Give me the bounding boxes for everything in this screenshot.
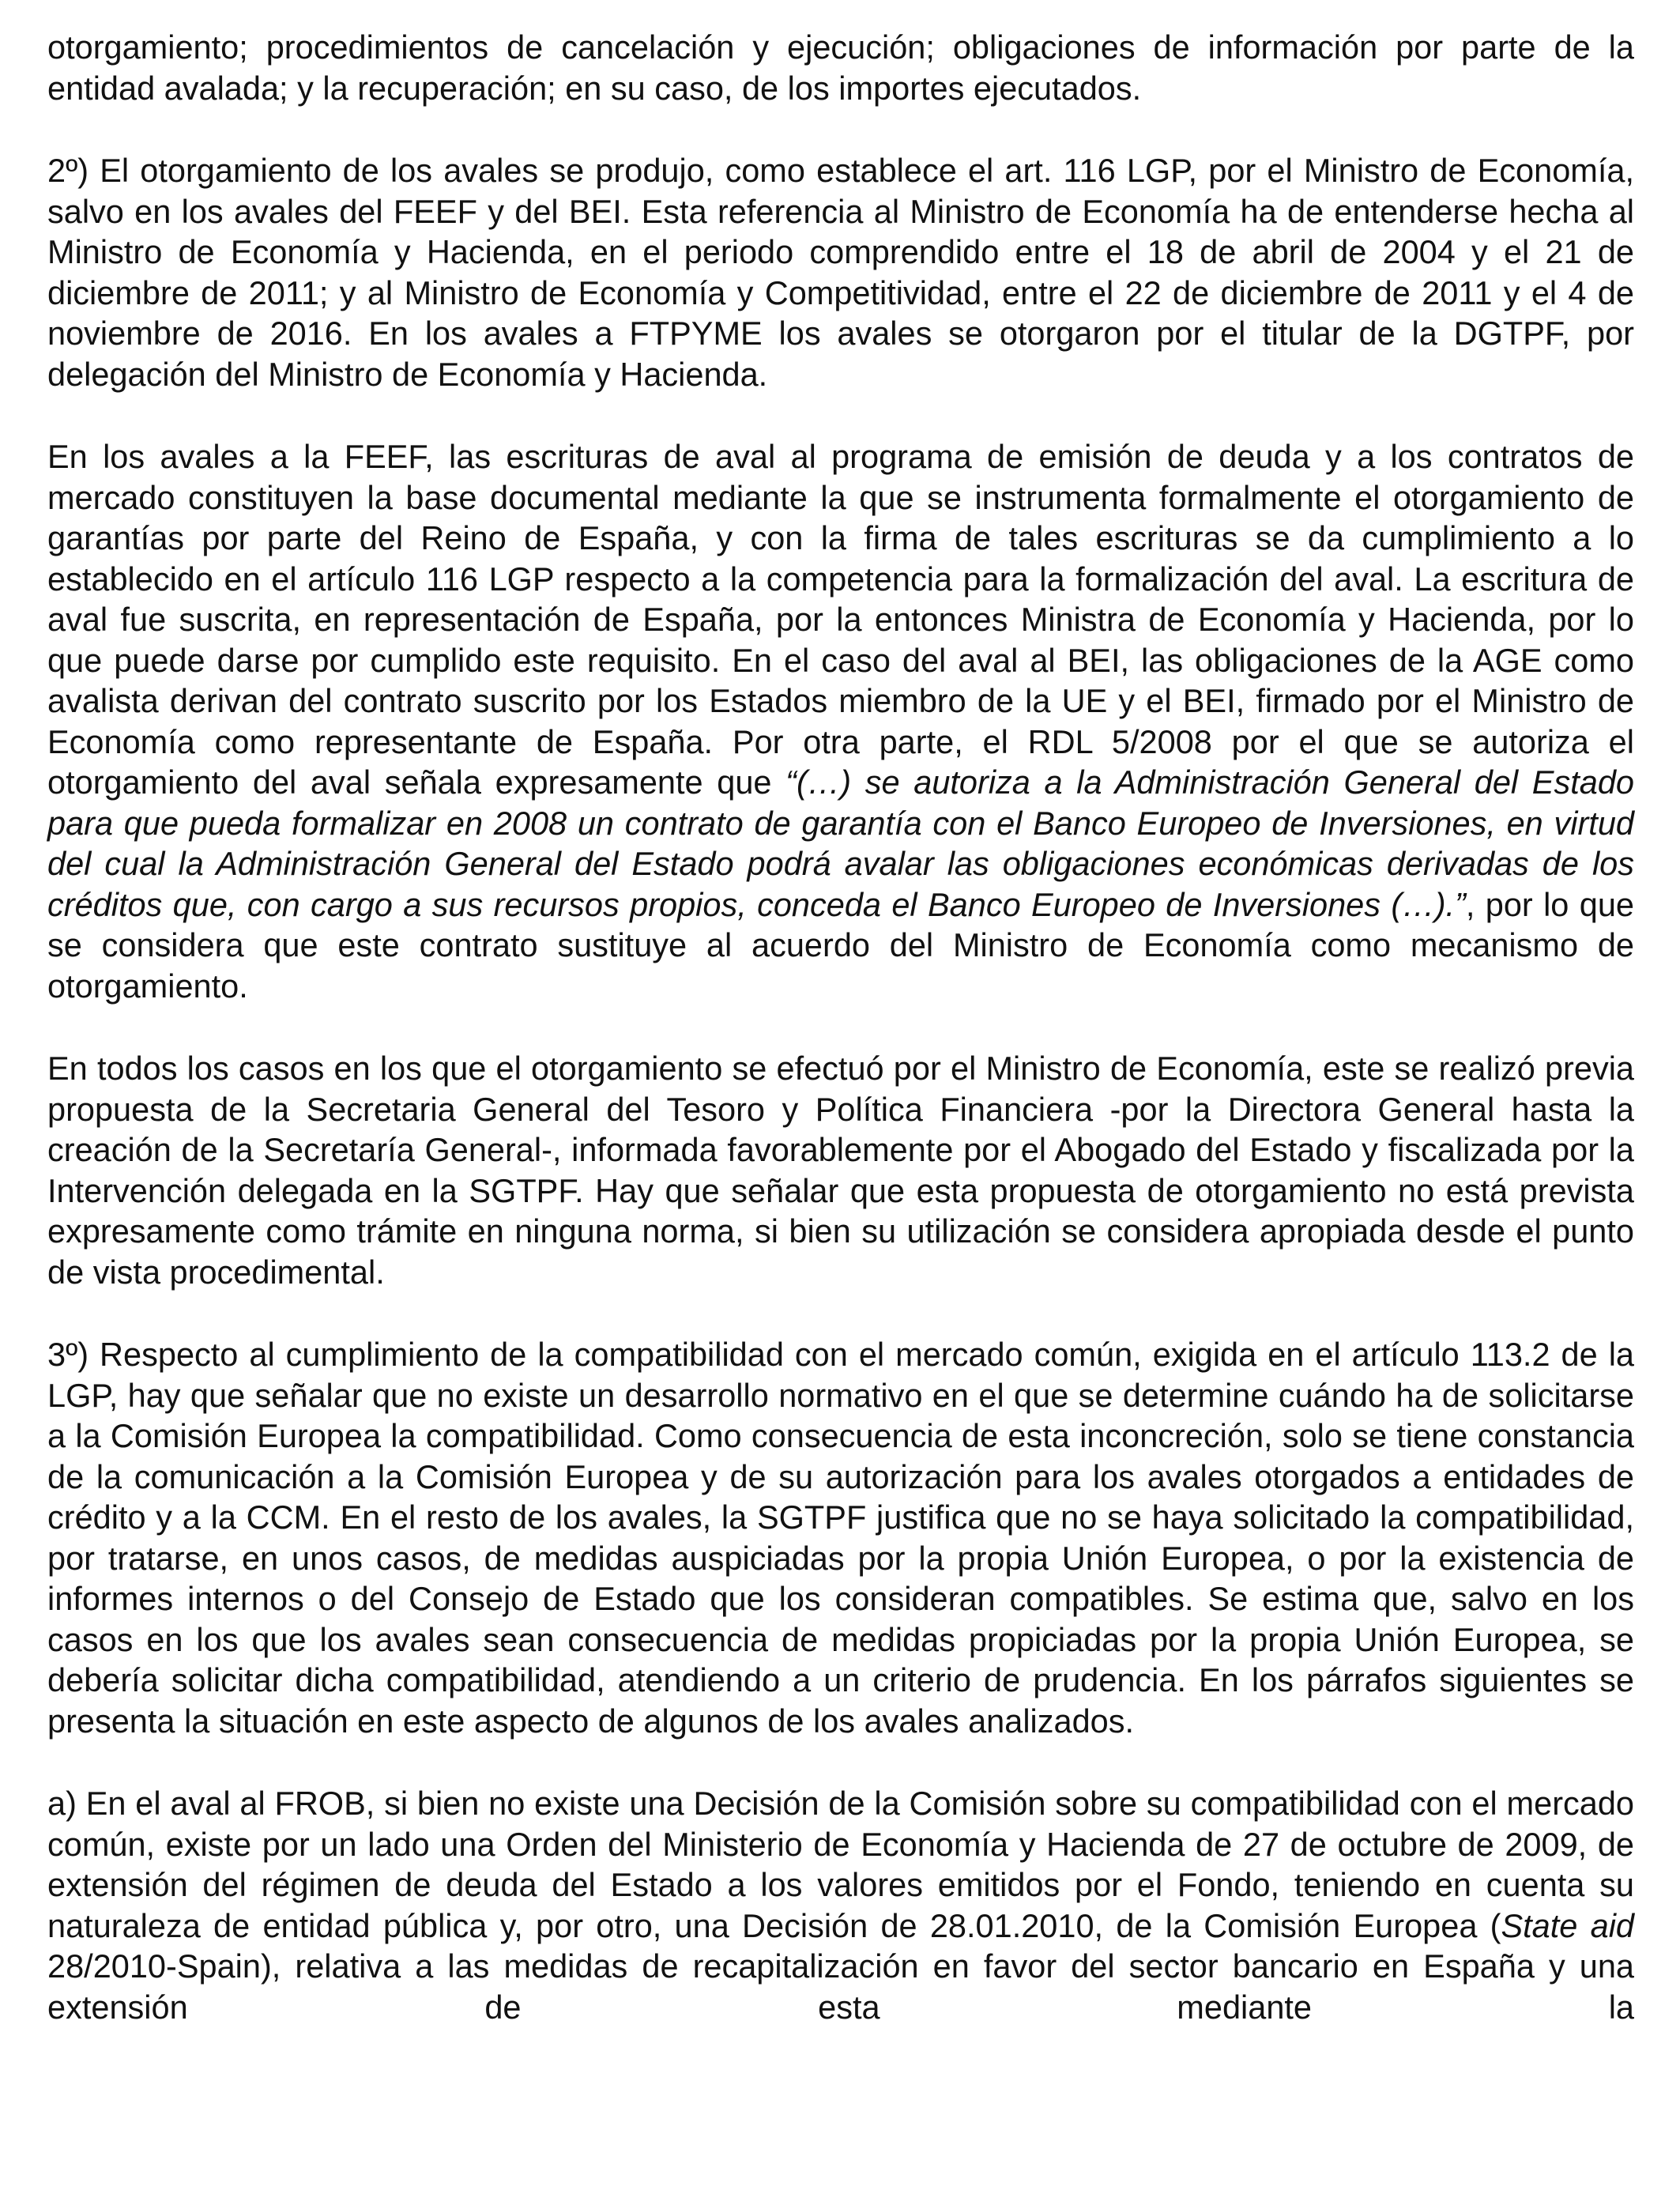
document-page — [47, 27, 1634, 2027]
paragraph-3 — [47, 1048, 1634, 1292]
paragraph-2 — [47, 436, 1634, 1006]
paragraph-1-text: 2º) El otorgamiento de los avales se produjo, como establece el art. 116 LGP, por el Ministro de Economía, salvo en los avales del FEEF y del BEI. Esta referencia al Ministro de Economía ha de entenderse hecha al Ministro de Economía y Hacienda, en el periodo comprendido entre el 18 de abril de 2004 y el 21 de diciembre de 2011; y al Ministro de Economía y Competitividad, entre el 22 de diciembre de 2011 y el 4 de noviembre de 2016. En los avales a FTPYME los avales se otorgaron por el titular de la DGTPF, por delegación del Ministro de Economía y Hacienda. — [47, 152, 1634, 393]
paragraph-5 — [47, 1783, 1634, 2027]
paragraph-5-text-end: 28/2010-Spain), relativa a las medidas de recapitalización en favor del sector bancario en España y una extensión de esta mediante la — [47, 1947, 1634, 2026]
paragraph-5-italic-term: State aid — [1501, 1906, 1634, 1944]
paragraph-5-text: a) En el aval al FROB, si bien no existe una Decisión de la Comisión sobre su compatibilidad con el mercado común, existe por un lado una Orden del Ministerio de Economía y Hacienda de 27 de octubre de 2009, de extensión del régimen de deuda del Estado a los valores emitidos por el Fondo, teniendo en cuenta su naturaleza de entidad pública y, por otro, una Decisión de 28.01.2010, de la Comisión Europea ( — [47, 1785, 1634, 1944]
paragraph-0 — [47, 27, 1634, 108]
paragraph-3-text: En todos los casos en los que el otorgamiento se efectuó por el Ministro de Economía, este se realizó previa propuesta de la Secretaria General del Tesoro y Política Financiera -por la Directora General hasta la creación de la Secretaría General-, informada favorablemente por el Abogado del Estado y fiscalizada por la Intervención delegada en la SGTPF. Hay que señalar que esta propuesta de otorgamiento no está prevista expresamente como trámite en ninguna norma, si bien su utilización se considera apropiada desde el punto de vista procedimental. — [47, 1050, 1634, 1291]
paragraph-2-text: En los avales a la FEEF, las escrituras de aval al programa de emisión de deuda y a los contratos de mercado constituyen la base documental mediante la que se instrumenta formalmente el otorgamiento de garantías por parte del Reino de España, y con la firma de tales escrituras se da cumplimiento a lo establecido en el artículo 116 LGP respecto a la competencia para la formalización del aval. La escritura de aval fue suscrita, en representación de España, por la entonces Ministra de Economía y Hacienda, por lo que puede darse por cumplido este requisito. En el caso del aval al BEI, las obligaciones de la AGE como avalista derivan del contrato suscrito por los Estados miembro de la UE y el BEI, firmado por el Ministro de Economía como representante de España. Por otra parte, el RDL 5/2008 por el que se autoriza el otorgamiento del aval señala expresamente que — [47, 438, 1634, 801]
paragraph-2-quote: “(…) se autoriza a la Administración General del Estado para que pueda formalizar en 2008 un contrato de garantía con el Banco Europeo de Inversiones, en virtud del cual la Administración General del Estado podrá avalar las obligaciones económicas derivadas de los créditos que, con cargo a sus recursos propios, conceda el Banco Europeo de Inversiones (…).” — [47, 763, 1634, 923]
paragraph-2-text-end: , por lo que se considera que este contrato sustituye al acuerdo del Ministro de Economía como mecanismo de otorgamiento. — [47, 885, 1634, 1005]
paragraph-1 — [47, 150, 1634, 394]
paragraph-0-text: otorgamiento; procedimientos de cancelación y ejecución; obligaciones de información por parte de la entidad avalada; y la recuperación; en su caso, de los importes ejecutados. — [47, 28, 1634, 107]
paragraph-4 — [47, 1334, 1634, 1741]
paragraph-4-text: 3º) Respecto al cumplimiento de la compatibilidad con el mercado común, exigida en el artículo 113.2 de la LGP, hay que señalar que no existe un desarrollo normativo en el que se determine cuándo ha de solicitarse a la Comisión Europea la compatibilidad. Como consecuencia de esta inconcreción, solo se tiene constancia de la comunicación a la Comisión Europea y de su autorización para los avales otorgados a entidades de crédito y a la CCM. En el resto de los avales, la SGTPF justifica que no se haya solicitado la compatibilidad, por tratarse, en unos casos, de medidas auspiciadas por la propia Unión Europea, o por la existencia de informes internos o del Consejo de Estado que los consideran compatibles. Se estima que, salvo en los casos en los que los avales sean consecuencia de medidas propiciadas por la propia Unión Europea, se debería solicitar dicha compatibilidad, atendiendo a un criterio de prudencia. En los párrafos siguientes se presenta la situación en este aspecto de algunos de los avales analizados. — [47, 1336, 1634, 1740]
